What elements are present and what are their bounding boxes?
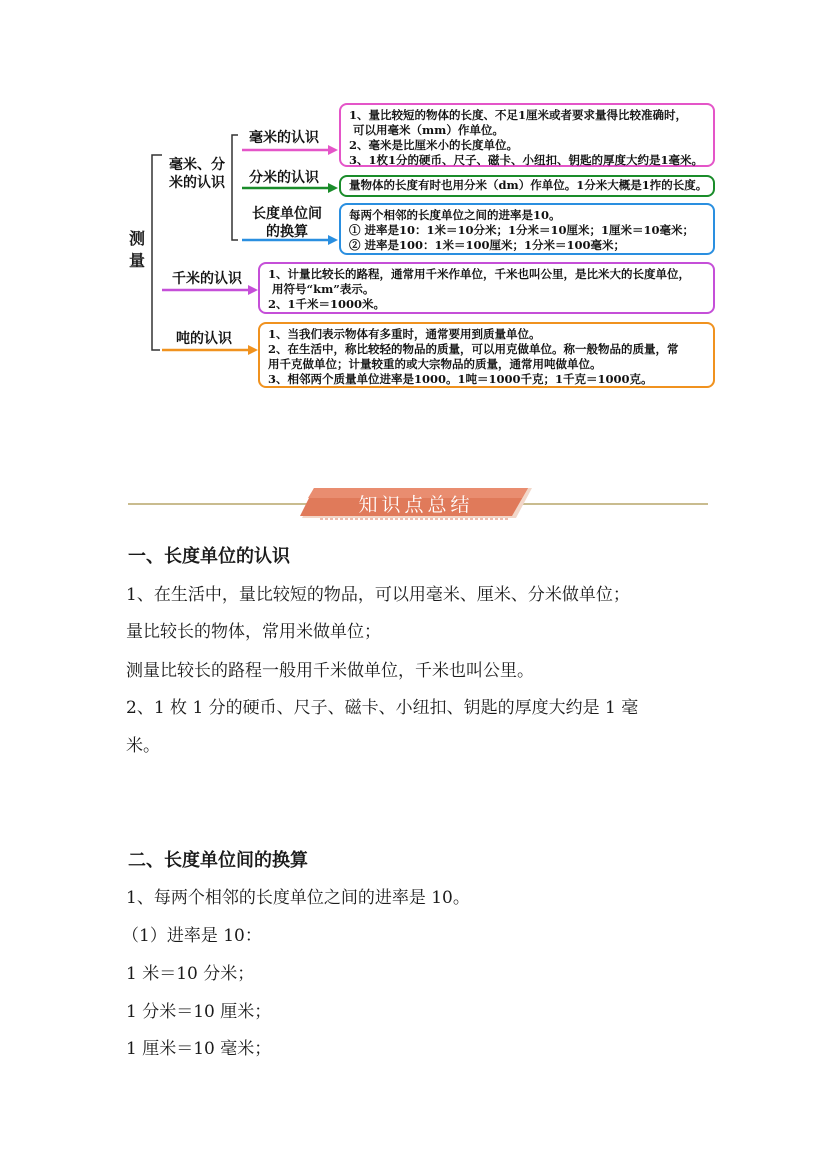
branch-ton: 吨的认识	[176, 331, 232, 347]
section2-line: 1、每两个相邻的长度单位之间的进率是 10。	[126, 888, 470, 908]
section2-line: （1）进率是 10：	[122, 926, 262, 946]
section1-line: 量比较长的物体，常用米做单位；	[126, 622, 381, 642]
section1-line: 1、在生活中，量比较短的物品，可以用毫米、厘米、分米做单位；	[126, 585, 630, 605]
section2-line: 1 分米＝10 厘米；	[126, 1002, 272, 1022]
box-mm: 1、量比较短的物体的长度、不足1厘米或者要求量得比较准确时， 可以用毫米（mm）作单位。 2、毫米是比厘米小的长度单位。 3、1枚1分的硬币、尺子、磁卡、小纽扣、钥匙的厚度大约是1毫米。	[339, 103, 715, 167]
box-conversion: 每两个相邻的长度单位之间的进率是10。 ① 进率是10：1米＝10分米；1分米＝10厘米；1厘米＝10毫米； ② 进率是100：1米＝100厘米；1分米＝100毫米；	[339, 203, 715, 255]
branch-km: 千米的认识	[172, 271, 242, 287]
box-dm: 量物体的长度有时也用分米（dm）作单位。1分米大概是1拃的长度。	[339, 175, 715, 197]
banner-title: 知识点总结	[358, 494, 474, 516]
branch-conversion: 长度单位间的换算	[252, 206, 322, 240]
section2-line: 1 米＝10 分米；	[126, 964, 255, 984]
branch-dm: 分米的认识	[249, 170, 319, 186]
mindmap-root: 测量	[128, 229, 145, 270]
section2-line: 1 厘米＝10 毫米；	[126, 1039, 272, 1059]
section1-line: 测量比较长的路程一般用千米做单位，千米也叫公里。	[126, 661, 534, 681]
section2-heading: 二、长度单位间的换算	[128, 850, 308, 871]
section1-heading: 一、长度单位的认识	[128, 546, 290, 567]
branch-mm: 毫米的认识	[249, 130, 319, 146]
box-km: 1、计量比较长的路程，通常用千米作单位，千米也叫公里，是比米大的长度单位， 用符号“km”表示。 2、1千米＝1000米。	[258, 262, 715, 314]
box-ton: 1、当我们表示物体有多重时，通常要用到质量单位。 2、在生活中，称比较轻的物品的质量，可以用克做单位。称一般物品的质量，常 用千克做单位；计量较重的或大宗物品的质量，通常用吨做单位。 3、相邻两个质量单位进率是1000。1吨＝1000千克；1千克＝1000克。	[258, 322, 715, 388]
section1-line: 米。	[126, 736, 160, 756]
section1-line: 2、1 枚 1 分的硬币、尺子、磁卡、小纽扣、钥匙的厚度大约是 1 毫	[126, 698, 639, 718]
node-mm-dm: 毫米、分米的认识	[169, 157, 225, 191]
